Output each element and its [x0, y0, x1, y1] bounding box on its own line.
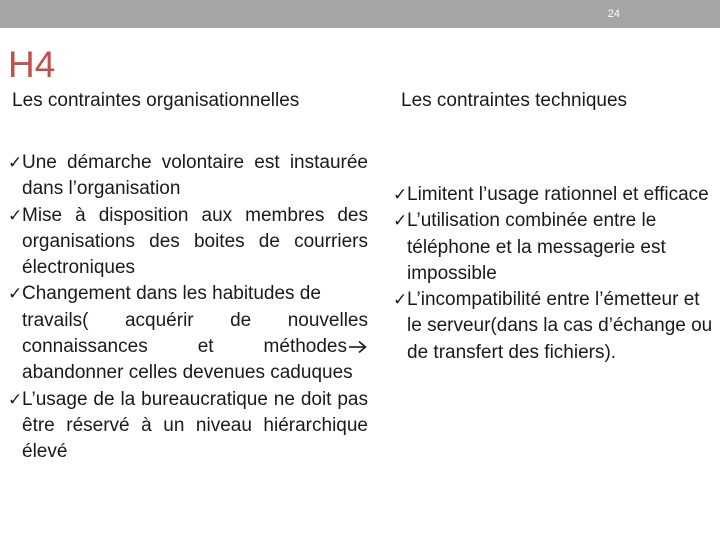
list-item [8, 281, 368, 307]
check-icon: ✓ [8, 153, 23, 172]
list-item-text: Mise à disposition aux membres des organisations des boites de courriers électroniques [22, 204, 368, 279]
top-bar [0, 0, 720, 28]
heading-organisational-constraints: Les contraintes organisationnelles [12, 90, 300, 111]
technical-constraints-list [393, 182, 713, 366]
list-item-continuation [8, 308, 368, 387]
list-item-text: travails( acquérir de nouvelles connaissances et méthodes [22, 309, 368, 358]
page-number: 24 [607, 8, 620, 20]
check-icon: ✓ [393, 185, 408, 204]
list-item [393, 208, 713, 287]
check-icon: ✓ [8, 205, 23, 225]
list-item [8, 203, 368, 282]
arrow-right-icon [348, 340, 368, 354]
list-item-text: Une démarche volontaire est instaurée dans l’organisation [22, 152, 368, 200]
list-item [393, 287, 713, 366]
slide-title: H4 [8, 44, 56, 85]
check-icon: ✓ [393, 211, 408, 231]
list-item-text: Limitent l’usage rationnel et efficace [407, 184, 709, 205]
list-item-text: L’utilisation combinée entre le téléphone et la messagerie est impossible [407, 210, 666, 284]
list-item-text: abandonner celles devenues caduques [22, 362, 353, 384]
check-icon: ✓ [8, 389, 23, 409]
heading-technical-constraints: Les contraintes techniques [401, 90, 628, 111]
list-item [393, 182, 713, 208]
list-item-text: Changement dans les habitudes de [22, 283, 321, 305]
list-item-text: L’incompatibilité entre l’émetteur et le serveur(dans la cas d’échange ou de transfert des fichiers). [407, 289, 713, 363]
list-item [8, 150, 368, 203]
organisational-constraints-list [8, 150, 368, 466]
list-item [8, 387, 368, 466]
check-icon: ✓ [8, 284, 23, 304]
check-icon: ✓ [393, 290, 408, 310]
list-item-text: L’usage de la bureaucratique ne doit pas être réservé à un niveau hiérarchique élevé [22, 388, 368, 463]
